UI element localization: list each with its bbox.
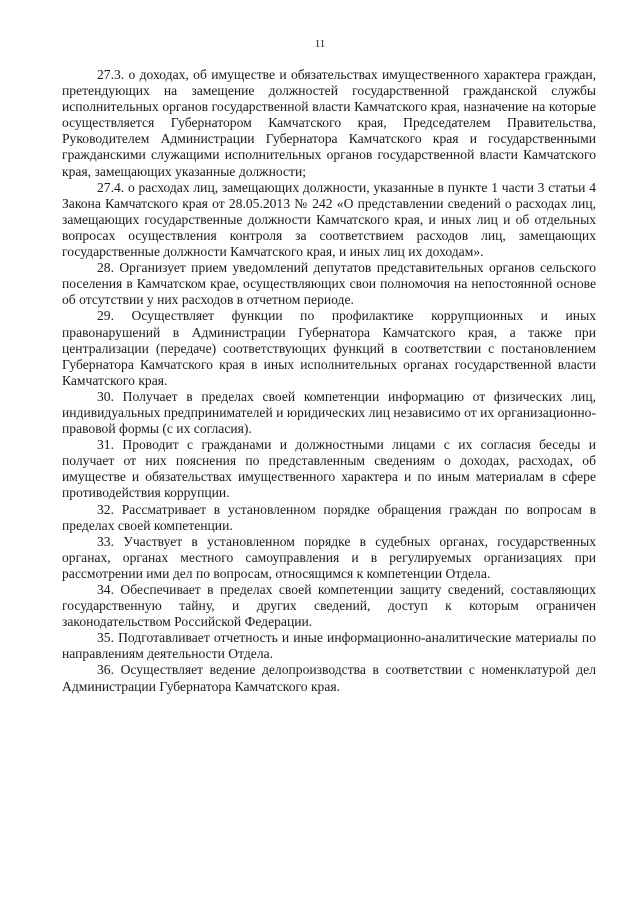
paragraph-28: 28. Организует прием уведомлений депутатов представительных органов сельского поселения в Камчатском крае, осуществляющих свои полномочия на непостоянной основе об отсутствии у них расходов в отчетном периоде. [62,260,596,308]
paragraph-29: 29. Осуществляет функции по профилактике коррупционных и иных правонарушений в Администрации Губернатора Камчатского края, а также при централизации (передаче) соответствующих функций в соответствии с постановлением Губернатора Камчатского края в иных исполнительных органах государственной власти Камчатского края. [62,308,596,388]
paragraph-34: 34. Обеспечивает в пределах своей компетенции защиту сведений, составляющих государственную тайну, и других сведений, доступ к которым ограничен законодательством Российской Федерации. [62,582,596,630]
paragraph-30: 30. Получает в пределах своей компетенции информацию от физических лиц, индивидуальных предпринимателей и юридических лиц независимо от их организационно-правовой формы (с их согласия). [62,388,596,437]
paragraph-36: 36. Осуществляет ведение делопроизводства в соответствии с номенклатурой дел Администрации Губернатора Камчатского края. [62,662,596,694]
paragraph-35: 35. Подготавливает отчетность и иные информационно-аналитические материалы по направлениям деятельности Отдела. [62,630,596,662]
document-body [62,67,596,695]
paragraph-31: 31. Проводит с гражданами и должностными лицами с их согласия беседы и получает от них пояснения по представленным сведениям о доходах, расходах, об имуществе и обязательствах имущественного характера и по иным материалам в сфере противодействия коррупции. [62,437,596,501]
paragraph-33: 33. Участвует в установленном порядке в судебных органах, государственных органах, органах местного самоуправления и в регулируемых организациях при рассмотрении ими дел по вопросам, относящимся к компетенции Отдела. [62,533,596,581]
paragraph-27-3: 27.3. о доходах, об имуществе и обязательствах имущественного характера граждан, претендующих на замещение должностей государственной гражданской службы исполнительных органов государственной власти Камчатского края, назначение на которые осуществляется Губернатором Камчатского края, Председателем Правительства, Руководителем Администрации Губернатора Камчатского края и государственными гражданскими служащими исполнительных органов государственной власти Камчатского края, замещающих указанные должности; [62,67,596,179]
page-number: 11 [314,38,326,50]
paragraph-27-4: 27.4. о расходах лиц, замещающих должности, указанные в пункте 1 части 3 статьи 4 Закона Камчатского края от 28.05.2013 № 242 «О представлении сведений о расходах лиц, замещающих государственные должности Камчатского края, и иных лиц и об отдельных вопросах осуществления контроля за соответствием расходов лиц, замещающих государственные должности Камчатского края, и иных лиц их доходам». [62,179,596,260]
paragraph-32: 32. Рассматривает в установленном порядке обращения граждан по вопросам в пределах своей компетенции. [62,501,596,533]
